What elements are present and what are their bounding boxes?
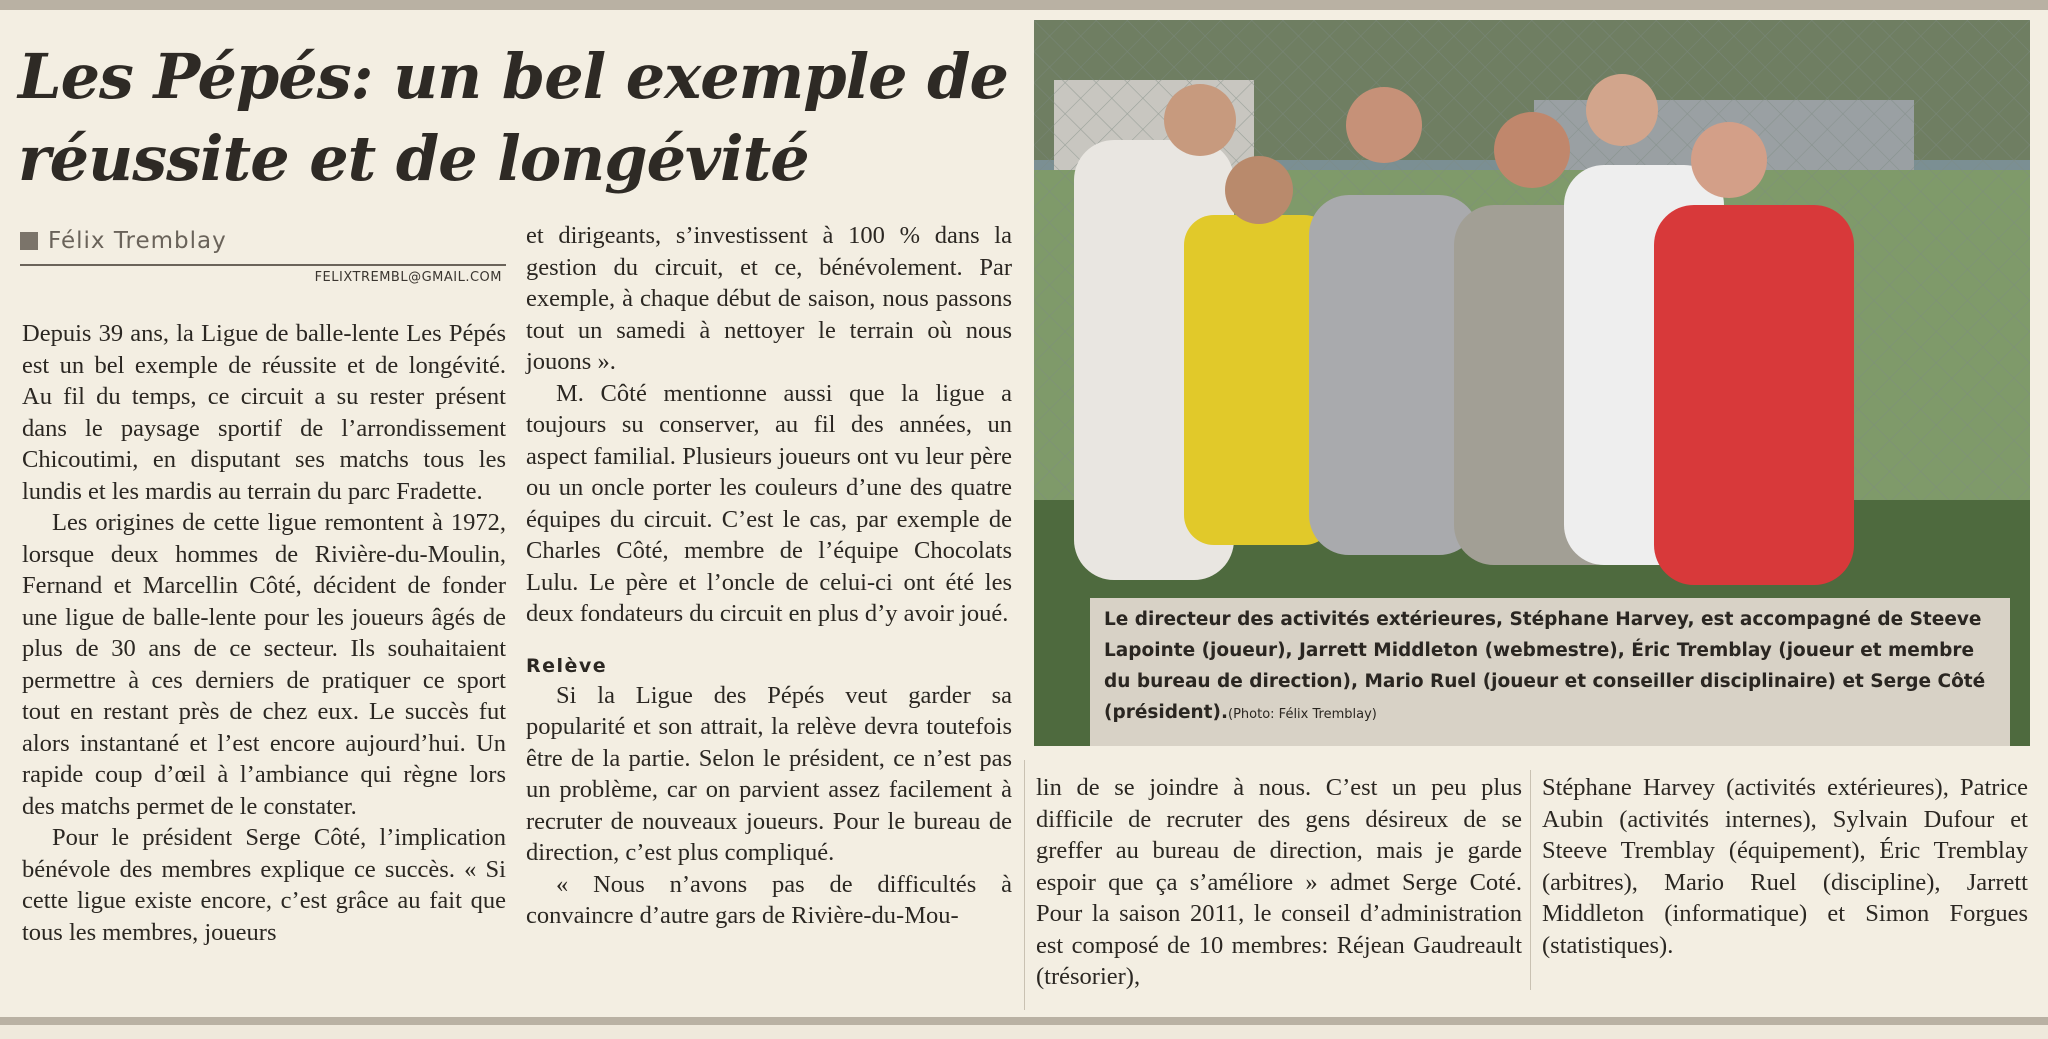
byline-rule — [20, 264, 506, 266]
column-divider — [1024, 760, 1025, 1010]
paragraph: lin de se joindre à nous. C’est un peu plus difficile de recruter des gens désireux de se greffer au bureau de direction, mais je garde espoir que ça s’améliore » admet Serge Coté. Pour la saison 2011, le conseil d’administration est composé de 10 membres: Réjean Gaudreault (trésorier), — [1036, 774, 1522, 990]
paragraph: et dirigeants, s’investissent à 100 % dans la gestion du circuit, et ce, bénévolement. Par exemple, à chaque début de saison, nous passons tout un samedi à nettoyer le terrain où nous jouons ». — [526, 222, 1012, 375]
paragraph: Depuis 39 ans, la Ligue de balle-lente Les Pépés est un bel exemple de réussite et de longévité. Au fil du temps, ce circuit a su rester présent dans le paysage sportif de l’arrondissement Chicoutimi, en disputant ses matchs tous les lundis et les mardis au terrain du parc Fradette. — [22, 320, 506, 505]
column-3 — [1036, 772, 1522, 993]
headline — [18, 36, 1018, 200]
column-2 — [526, 220, 1012, 932]
byline-square-icon — [20, 232, 38, 250]
author-name: Félix Tremblay — [48, 228, 227, 254]
headline-line-2: réussite et de longévité — [18, 122, 809, 195]
top-rule — [0, 0, 2048, 10]
paragraph: Stéphane Harvey (activités extérieures), Patrice Aubin (activités internes), Sylvain Dufour et Steeve Tremblay (équipement), Éric Tremblay (arbitres), Mario Ruel (discipline), Jarrett Middleton (informatique) et Simon Forgues (statistiques). — [1542, 774, 2028, 959]
caption-text: Le directeur des activités extérieures, Stéphane Harvey, est accompagné de Steeve Lapointe (joueur), Jarrett Middleton (webmestre), Éric Tremblay (joueur et membre du bureau de direction), Mario Ruel (joueur et conseiller disciplinaire) et Serge Côté (président). — [1104, 609, 1986, 723]
photo-credit: (Photo: Félix Tremblay) — [1228, 707, 1377, 722]
paragraph: M. Côté mentionne aussi que la ligue a toujours su conserver, au fil des années, un aspect familial. Plusieurs joueurs ont vu leur père ou un oncle porter les couleurs d’une des quatre équipes du circuit. C’est le cas, par exemple de Charles Côté, membre de l’équipe Chocolats Lulu. Le père et l’oncle de celui-ci ont été les deux fondateurs du circuit en plus d’y avoir joué. — [526, 379, 1012, 627]
column-4 — [1542, 772, 2028, 961]
column-divider — [1530, 770, 1531, 990]
bottom-rule — [0, 1017, 2048, 1025]
photo-caption — [1090, 598, 2010, 746]
paragraph: Les origines de cette ligue remontent à 1972, lorsque deux hommes de Rivière-du-Moulin, Fernand et Marcellin Côté, décident de fonder une ligue de balle-lente pour les joueurs âgés de plus de 30 ans de ce secteur. Ils souhaitaient permettre à ces derniers de pratiquer ce sport tout en restant près de chez eux. Le succès fut alors instantané et l’est encore aujourd’hui. Un rapide coup d’œil à l’ambiance qui règne lors des matchs permet de le constater. — [22, 509, 506, 820]
column-1 — [22, 318, 506, 948]
paragraph: Si la Ligue des Pépés veut garder sa popularité et son attrait, la relève devra toutefois être de la partie. Selon le président, ce n’est pas un problème, car on parvient assez facilement à recruter de nouveaux joueurs. Pour le bureau de direction, c’est plus compliqué. — [526, 681, 1012, 866]
byline — [20, 228, 500, 262]
author-email: FELIXTREMBL@GMAIL.COM — [314, 270, 502, 285]
paragraph: « Nous n’avons pas de difficultés à convaincre d’autre gars de Rivière-du-Mou- — [526, 870, 1012, 929]
headline-line-1: Les Pépés: un bel exemple de — [18, 40, 1008, 113]
subheading: Relève — [526, 654, 608, 677]
paragraph: Pour le président Serge Côté, l’implication bénévole des membres explique ce succès. « Si cette ligue existe encore, c’est grâce au fait que tous les membres, joueurs — [22, 824, 506, 946]
